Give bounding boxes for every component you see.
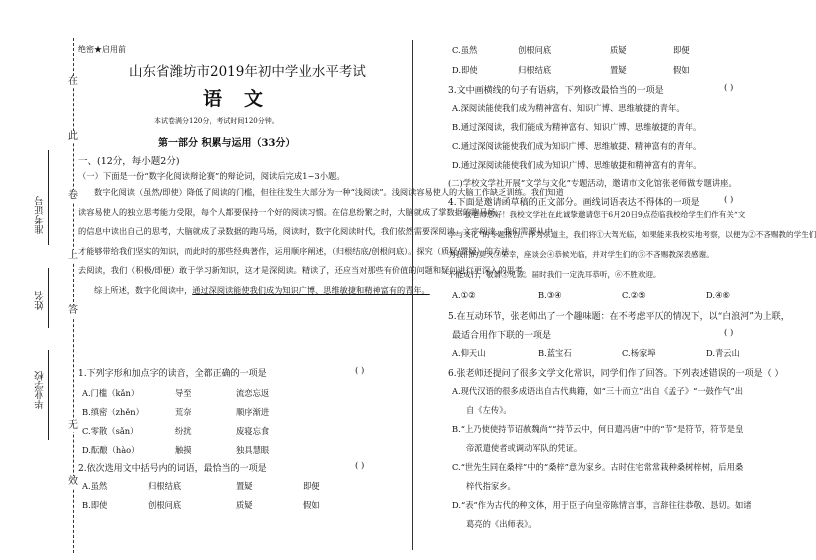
q2-option-c-w1: 创根问底 bbox=[518, 45, 552, 55]
invitation-letter bbox=[448, 205, 816, 285]
answer-blank-3[interactable]: ( ) bbox=[724, 83, 734, 93]
underlined-sentence: 通过深阅读能使我们成为知识广博、思维敏捷和精神富有的青年。 bbox=[192, 284, 430, 295]
section-2-intro: (二)学校文学社开展“文学与文化”专题活动，邀请市文化馆张老师做专题讲座。 bbox=[448, 178, 737, 188]
q1-option-b-word: 荒奈 bbox=[175, 407, 192, 417]
binding-margin bbox=[0, 0, 76, 560]
q2-option-d-w1: 归根结底 bbox=[518, 65, 552, 75]
q1-option-c-idiom: 废寝忘食 bbox=[236, 426, 270, 436]
name-label: 姓名 bbox=[35, 291, 46, 310]
passage-line: 读容易使人的独立思考能力受限，每个人都要保持一个好的阅读习惯。在信息纷繁之时，大脑就成了掌数据的跑马场。 bbox=[78, 206, 504, 217]
name-field[interactable] bbox=[48, 268, 49, 328]
q2-option-d-w3: 假如 bbox=[673, 65, 690, 75]
q5-option-d[interactable]: D.青云山 bbox=[706, 348, 740, 358]
q1-option-a-word: 导至 bbox=[175, 388, 192, 398]
section-intro: （一）下面是一份“数字化阅读辩论赛”的辩论词，阅读后完成1~3小题。 bbox=[78, 171, 345, 181]
q1-option-d[interactable]: D.酝酿（hào） bbox=[82, 445, 140, 455]
part-heading: 第一部分 积累与运用（33分） bbox=[158, 138, 296, 149]
binding-char: 在 bbox=[68, 76, 78, 87]
q2-option-b[interactable]: B.即使 bbox=[82, 500, 108, 510]
subject-title: 语文 bbox=[203, 88, 286, 110]
letter-line: 学与文化”的专题报告。作为东道主，我们将①大驾光临，如果能来我校实地考察，以便为②不吝赐教的学生们 bbox=[448, 230, 816, 239]
q2-option-c-w3: 即便 bbox=[673, 45, 690, 55]
question-5-cont: 最适合用作下联的一项是 bbox=[452, 331, 552, 341]
q6-option-a[interactable]: A.现代汉语的很多成语出自古代典籍，如“三十而立”出自《孟子》“一鼓作气”出 bbox=[452, 386, 744, 396]
q1-option-d-word: 触摸 bbox=[175, 445, 192, 455]
passage-line: 才能够带给我们坚实的知识，而此时的那些经典著作，运用顺序阐述，（归根结底/创根问底）。探究（质疑/置疑）的方法 bbox=[78, 245, 510, 256]
q2-option-b-w3: 假如 bbox=[303, 500, 320, 510]
q2-option-a-w3: 即便 bbox=[303, 481, 320, 491]
answer-blank-5[interactable]: ( ) bbox=[724, 328, 734, 338]
q4-option-c[interactable]: C.②⑤ bbox=[622, 290, 646, 300]
q3-option-d[interactable]: D.通过深阅读能使我们成为知识广博、思维敏捷和精神富有的青年。 bbox=[452, 160, 702, 170]
question-4: 4.下面是邀请函草稿的正文部分。画线词语表达不得体的一项是 bbox=[448, 198, 700, 208]
q6-option-b-cont: 帝派遣使者或调动军队的凭证。 bbox=[466, 443, 583, 453]
q2-option-b-w1: 创根问底 bbox=[148, 500, 182, 510]
q2-option-c-w2: 质疑 bbox=[610, 45, 627, 55]
question-2: 2.依次选用文中括号内的词语，最恰当的一项是 bbox=[78, 464, 267, 474]
binding-char: 无 bbox=[68, 420, 78, 431]
q2-option-d[interactable]: D.即使 bbox=[452, 65, 478, 75]
school-field[interactable] bbox=[48, 350, 49, 440]
q2-option-c[interactable]: C.虽然 bbox=[452, 45, 478, 55]
passage-line: 去阅读，我们（积极/即便）敢于学习新知识，这才是深阅读。精读了，还应当对那些有价值的问题和疑问进行更深入的思考。 bbox=[78, 265, 532, 275]
q2-option-a-w2: 置疑 bbox=[236, 481, 253, 491]
q1-option-c-word: 纷扰 bbox=[175, 426, 192, 436]
q1-option-d-idiom: 独具慧眼 bbox=[236, 445, 270, 455]
q1-option-b-idiom: 顺序渐进 bbox=[236, 407, 270, 417]
binding-char: 效 bbox=[68, 476, 78, 487]
q3-option-b[interactable]: B.通过深阅读，我们能成为精神富有、知识广博、思维敏捷的青年。 bbox=[452, 122, 702, 132]
q1-option-a-idiom: 流恋忘返 bbox=[236, 388, 270, 398]
q4-option-a[interactable]: A.①② bbox=[452, 290, 476, 300]
q2-option-a-w1: 归根结底 bbox=[148, 481, 182, 491]
exam-title: 山东省潍坊市2019年初中学业水平考试 bbox=[129, 64, 366, 80]
letter-line: 不能成行，敬请⑤见谅。届时我们一定洗耳恭听，⑥不胜欢迎。 bbox=[448, 270, 661, 279]
binding-char: 此 bbox=[68, 131, 78, 142]
exam-number-label: 准考证号 bbox=[35, 196, 46, 234]
q6-option-d[interactable]: D.“表”作为古代的种文体，用于臣子向皇帝陈情言事，言辞往往恭敬、恳切。如诸 bbox=[452, 500, 752, 510]
q1-option-c[interactable]: C.零散（sǎn） bbox=[82, 426, 139, 436]
confidential-mark: 绝密★启用前 bbox=[78, 45, 126, 54]
q2-option-a[interactable]: A.虽然 bbox=[82, 481, 108, 491]
q2-option-d-w2: 置疑 bbox=[610, 65, 627, 75]
q6-option-c-cont: 梓代指家乡。 bbox=[466, 481, 516, 491]
school-label: 毕业学校 bbox=[35, 371, 46, 409]
binding-char: 上 bbox=[68, 250, 78, 261]
q6-option-a-cont: 自《左传》。 bbox=[466, 405, 512, 415]
q5-option-c[interactable]: C.杨家埠 bbox=[622, 348, 656, 358]
q2-option-b-w2: 质疑 bbox=[236, 500, 253, 510]
q5-option-b[interactable]: B.蓝宝石 bbox=[538, 348, 572, 358]
letter-line: 张老师您好！我校文学社在此诚挚邀请您于6月20日9点莅临我校给学生们作有关“文 bbox=[464, 210, 746, 219]
exam-note: 本试卷满分120分，考试时间120分钟。 bbox=[154, 117, 279, 125]
section-heading: 一、(12分，每小题2分) bbox=[78, 156, 180, 167]
question-3: 3.文中画横线的句子有语病，下列修改最恰当的一项是 bbox=[448, 86, 664, 96]
answer-blank-2[interactable]: ( ) bbox=[355, 461, 365, 471]
answer-blank-4[interactable]: ( ) bbox=[724, 195, 734, 205]
q4-option-b[interactable]: B.③④ bbox=[538, 290, 562, 300]
passage-line-final bbox=[78, 281, 430, 301]
q1-option-a[interactable]: A.门槛（kǎn） bbox=[82, 388, 140, 398]
q6-option-c[interactable]: C.“世先生同在桑梓”中的“桑梓”意为家乡。古时住宅常常栽种桑树梓树，后用桑 bbox=[452, 462, 744, 472]
answer-blank-1[interactable]: ( ) bbox=[355, 366, 365, 376]
q6-option-b[interactable]: B.“上乃使使持节诏赦魏尚”“持节云中，何日遣冯唐”中的“节”是符节，符节是皇 bbox=[452, 424, 744, 434]
binding-char: 卷 bbox=[68, 190, 78, 201]
letter-line: 为我们的莫大③荣幸，座谈会④恭候光临，并对学生们的⑤不吝赐教深表感谢。 bbox=[448, 250, 714, 259]
passage-line: 的信息中读出自己的思考，大脑就成了录数据的跑马场，阅读时，数字化阅读时代，我们依然需要深阅读。文字阅读，我们需要从中 bbox=[78, 226, 553, 236]
q5-option-a[interactable]: A.仰天山 bbox=[452, 348, 486, 358]
question-1: 1.下列字形和加点字的读音，全都正确的一项是 bbox=[78, 369, 267, 379]
binding-char: 答 bbox=[68, 305, 78, 316]
passage-text: 综上所述，数字化阅读中， bbox=[94, 284, 193, 295]
passage-line: 数字化阅读（虽然/即使）降低了阅读的门槛，但往往发生大部分为一种“浅阅读”。浅阅读容易使人的大脑工作缺乏训练。我们知道 bbox=[94, 187, 564, 197]
q3-option-a[interactable]: A.深阅读能使我们成为精神富有、知识广博、思维敏捷的青年。 bbox=[452, 103, 685, 113]
q4-option-d[interactable]: D.④⑥ bbox=[706, 290, 730, 300]
question-5: 5.在互动环节，张老师出了一个趣味题：在不考虑平仄的情况下，以“白浪河”为上联， bbox=[448, 312, 790, 322]
q6-option-d-cont: 葛亮的《出师表》。 bbox=[466, 519, 537, 529]
column-divider bbox=[412, 40, 413, 550]
question-6: 6.张老师还提问了很多文学文化常识，同学们作了回答。下列表述错误的一项是（ ） bbox=[448, 369, 784, 379]
q3-option-c[interactable]: C.通过深阅读能使我们成为知识广博、思维敏捷、精神富有的青年。 bbox=[452, 141, 702, 151]
exam-number-field[interactable] bbox=[48, 150, 49, 245]
q1-option-b[interactable]: B.缜密（zhěn） bbox=[82, 407, 144, 417]
